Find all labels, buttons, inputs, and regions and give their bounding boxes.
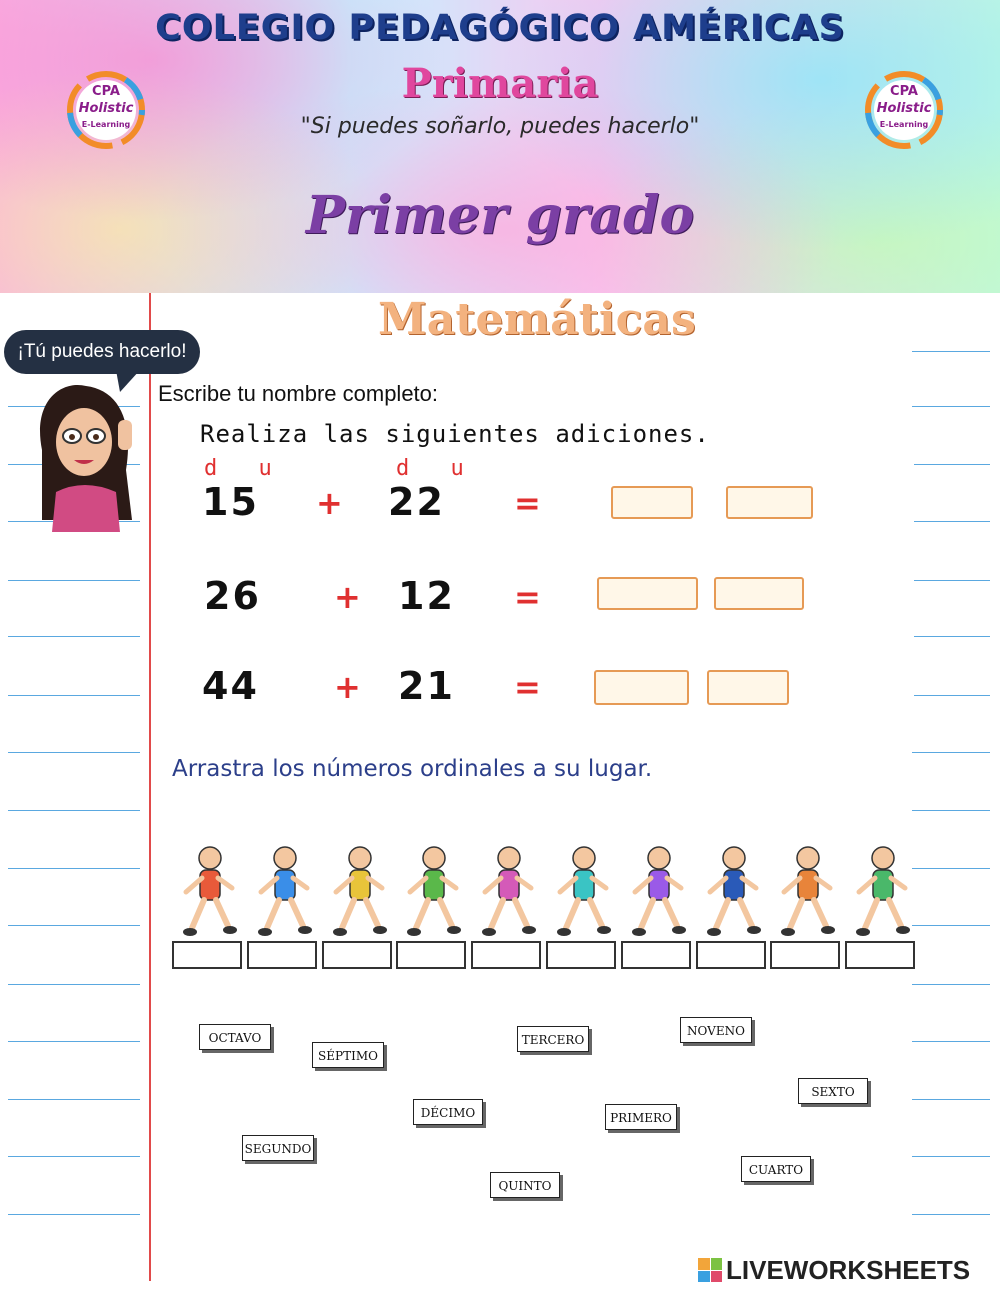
answer-2-tens-input[interactable]: [597, 577, 698, 610]
ordinal-drop-slot[interactable]: [396, 941, 466, 969]
logo-left-line3: E-Learning: [81, 120, 131, 129]
school-title: COLEGIO PEDAGÓGICO AMÉRICAS: [155, 8, 845, 48]
rule-line: [912, 1041, 990, 1042]
runner-figure: [700, 840, 766, 940]
ordinal-drop-slot[interactable]: [471, 941, 541, 969]
rule-line: [8, 1214, 140, 1215]
answer-3-units-input[interactable]: [707, 670, 789, 705]
plus-sign-1: +: [316, 484, 343, 522]
rule-line: [912, 580, 990, 581]
runner-figure: [326, 840, 392, 940]
answer-1-tens-input[interactable]: [611, 486, 693, 519]
header-banner: [0, 0, 1000, 293]
rule-line: [912, 752, 990, 753]
rule-line: [8, 1099, 140, 1100]
rule-line: [8, 580, 140, 581]
rule-line: [8, 868, 140, 869]
ordinal-drop-slot[interactable]: [621, 941, 691, 969]
rule-line: [8, 1041, 140, 1042]
liveworksheets-brand: LIVEWORKSHEETS: [726, 1254, 971, 1285]
ordinal-chip-cuarto[interactable]: CUARTO: [741, 1156, 811, 1182]
ordinal-drop-slot[interactable]: [845, 941, 915, 969]
answer-3-tens-input[interactable]: [594, 670, 689, 705]
ordinal-chip-tercero[interactable]: TERCERO: [517, 1026, 589, 1052]
ordinal-chip-sexto[interactable]: SEXTO: [798, 1078, 868, 1104]
ordinal-drop-slot[interactable]: [247, 941, 317, 969]
ordinal-chip-noveno[interactable]: NOVENO: [680, 1017, 752, 1043]
motto: "Si puedes soñarlo, puedes hacerlo": [300, 114, 700, 139]
logo-left-line2: Holistic: [78, 101, 134, 116]
speech-bubble: ¡Tú puedes hacerlo!: [4, 330, 200, 374]
rule-line: [912, 521, 990, 522]
ordinal-chip-segundo[interactable]: SEGUNDO: [242, 1135, 314, 1161]
liveworksheets-logo: [698, 1255, 970, 1285]
answer-1-units-input[interactable]: [726, 486, 813, 519]
grade-title: Primer grado: [305, 185, 695, 246]
ordinal-instruction: Arrastra los números ordinales a su lugar.: [172, 756, 653, 782]
school-logo-left: [58, 70, 154, 150]
ordinal-chip-primero[interactable]: PRIMERO: [605, 1104, 677, 1130]
liveworksheets-icon: [698, 1258, 722, 1282]
runner-figure: [251, 840, 317, 940]
rule-line: [912, 464, 990, 465]
ordinal-chip-octavo[interactable]: OCTAVO: [199, 1024, 271, 1050]
runner-figure: [475, 840, 541, 940]
answer-2-units-input[interactable]: [714, 577, 804, 610]
runner-figure: [774, 840, 840, 940]
rule-line: [912, 695, 990, 696]
rule-line: [912, 1214, 990, 1215]
subject-title: Matemáticas: [378, 294, 696, 345]
addend-2a: 26: [204, 574, 261, 618]
runner-figure: [400, 840, 466, 940]
school-logo-right: [856, 70, 952, 150]
rule-line: [8, 752, 140, 753]
addend-3b: 21: [398, 664, 455, 708]
addend-3a: 44: [202, 664, 259, 708]
plus-sign-3: +: [334, 668, 361, 706]
rule-line: [8, 984, 140, 985]
logo-right-line1: CPA: [890, 84, 918, 99]
ordinal-drop-slot[interactable]: [770, 941, 840, 969]
addition-instruction: Realiza las siguientes adiciones.: [200, 420, 710, 448]
logo-right-line2: Holistic: [876, 101, 932, 116]
plus-sign-2: +: [334, 578, 361, 616]
runner-figure: [849, 840, 915, 940]
rule-line: [912, 1156, 990, 1157]
rule-line: [912, 810, 990, 811]
runner-figure: [176, 840, 242, 940]
rule-line: [912, 984, 990, 985]
rule-line: [912, 925, 990, 926]
ordinal-drop-slot[interactable]: [172, 941, 242, 969]
rule-line: [8, 1156, 140, 1157]
ordinal-drop-slot[interactable]: [322, 941, 392, 969]
addend-1a: 15: [202, 480, 259, 524]
teacher-avatar: [22, 380, 150, 532]
rule-line: [912, 868, 990, 869]
logo-left-line1: CPA: [92, 84, 120, 99]
runner-figure: [550, 840, 616, 940]
addend-1b: 22: [388, 480, 445, 524]
logo-right-line3: E-Learning: [879, 120, 929, 129]
place-header-second: d u: [396, 456, 478, 481]
name-label: Escribe tu nombre completo:: [158, 381, 439, 406]
runner-figure: [625, 840, 691, 940]
rule-line: [912, 351, 990, 352]
equals-sign-2: =: [514, 578, 541, 616]
rule-line: [8, 695, 140, 696]
rule-line: [8, 810, 140, 811]
equals-sign-1: =: [514, 484, 541, 522]
ordinal-chip-quinto[interactable]: QUINTO: [490, 1172, 560, 1198]
rule-line: [8, 636, 140, 637]
rule-line: [912, 636, 990, 637]
ordinal-chip-decimo[interactable]: DÉCIMO: [413, 1099, 483, 1125]
rule-line: [912, 406, 990, 407]
ordinal-drop-slot[interactable]: [546, 941, 616, 969]
rule-line: [8, 925, 140, 926]
rule-line: [912, 1099, 990, 1100]
equals-sign-3: =: [514, 668, 541, 706]
addend-2b: 12: [398, 574, 455, 618]
level-title: Primaria: [401, 60, 599, 107]
place-header-first: d u: [204, 456, 286, 481]
ordinal-drop-slot[interactable]: [696, 941, 766, 969]
ordinal-chip-septimo[interactable]: SÉPTIMO: [312, 1042, 384, 1068]
